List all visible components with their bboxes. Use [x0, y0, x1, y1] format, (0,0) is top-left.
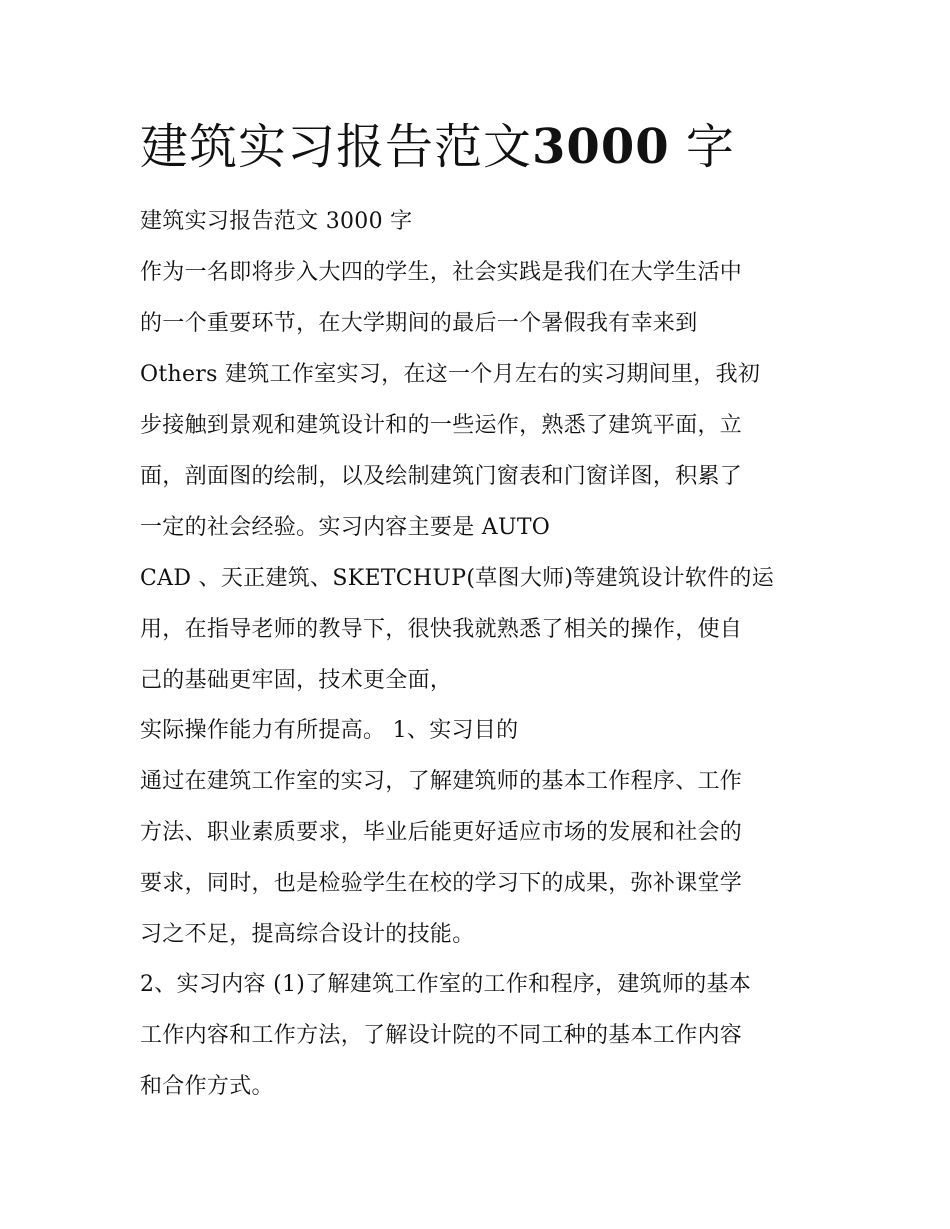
- section-heading-line: 2、实习内容 (1)了解建筑工作室的工作和程序，建筑师的基本: [140, 972, 752, 997]
- body-line: 要求，同时，也是检验学生在校的学习下的成果，弥补课堂学: [140, 871, 743, 896]
- body-line: 的一个重要环节，在大学期间的最后一个暑假我有幸来到: [140, 311, 698, 336]
- body-line: 面，剖面图的绘制，以及绘制建筑门窗表和门窗详图，积累了: [140, 464, 743, 489]
- title-suffix: 字: [685, 119, 735, 175]
- page-title: [140, 112, 735, 182]
- body-line: 习之不足，提高综合设计的技能。: [140, 922, 475, 947]
- body-line: 步接触到景观和建筑设计和的一些运作，熟悉了建筑平面，立: [140, 413, 743, 438]
- body-line: Others 建筑工作室实习，在这一个月左右的实习期间里，我初: [140, 362, 761, 387]
- body-line: CAD 、天正建筑、SKETCHUP(草图大师)等建筑设计软件的运: [140, 566, 775, 591]
- subtitle-line: 建筑实习报告范文 3000 字: [140, 209, 413, 234]
- body-line: 工作内容和工作方法，了解设计院的不同工种的基本工作内容: [140, 1023, 743, 1048]
- body-line: 方法、职业素质要求，毕业后能更好适应市场的发展和社会的: [140, 820, 743, 845]
- body-line: 己的基础更牢固，技术更全面，: [140, 668, 453, 693]
- title-main: 建筑实习报告范文: [140, 119, 533, 175]
- title-number: 3000: [532, 119, 670, 175]
- body-line: 通过在建筑工作室的实习，了解建筑师的基本工作程序、工作: [140, 769, 743, 794]
- body-line: 一定的社会经验。实习内容主要是 AUTO: [140, 515, 551, 540]
- body-line: 作为一名即将步入大四的学生，社会实践是我们在大学生活中: [140, 260, 743, 285]
- section-heading-line: 实际操作能力有所提高。 1、实习目的: [140, 718, 519, 743]
- body-line: 和合作方式。: [140, 1074, 274, 1099]
- body-line: 用，在指导老师的教导下，很快我就熟悉了相关的操作，使自: [140, 617, 743, 642]
